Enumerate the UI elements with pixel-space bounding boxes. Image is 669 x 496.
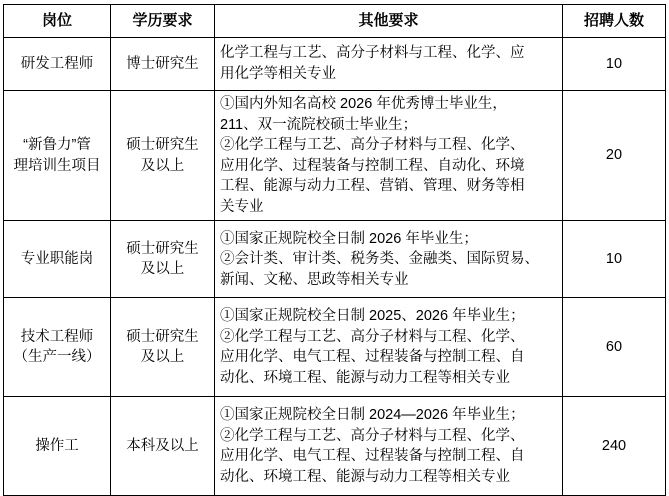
cell-position: 研发工程师 [4, 38, 111, 91]
cell-headcount: 10 [563, 38, 666, 91]
table-row [4, 397, 666, 496]
cell-education: 硕士研究生 及以上 [111, 298, 215, 397]
cell-education: 硕士研究生 及以上 [111, 91, 215, 221]
table-row [4, 221, 666, 298]
table-row [4, 38, 666, 91]
cell-headcount: 60 [563, 298, 666, 397]
column-header-position: 岗位 [4, 5, 111, 38]
cell-position: 技术工程师 （生产一线） [4, 298, 111, 397]
table-row [4, 91, 666, 221]
cell-education: 博士研究生 [111, 38, 215, 91]
cell-education: 硕士研究生 及以上 [111, 221, 215, 298]
cell-position: 专业职能岗 [4, 221, 111, 298]
cell-requirements: ①国内外知名高校 2026 年优秀博士毕业生， 211、双一流院校硕士毕业生； ②化学工程与工艺、高分子材料与工程、化学、 应用化学、过程装备与控制工程、自动化、环境 工程、能源与动力工程、营销、管理、财务等相 关专业 [215, 91, 563, 221]
cell-position: 操作工 [4, 397, 111, 496]
cell-requirements: 化学工程与工艺、高分子材料与工程、化学、应 用化学等相关专业 [215, 38, 563, 91]
cell-education: 本科及以上 [111, 397, 215, 496]
cell-headcount: 240 [563, 397, 666, 496]
recruitment-table [3, 4, 666, 496]
cell-requirements: ①国家正规院校全日制 2024—2026 年毕业生； ②化学工程与工艺、高分子材料与工程、化学、 应用化学、电气工程、过程装备与控制工程、自 动化、环境工程、能源与动力工程等相关专业 [215, 397, 563, 496]
column-header-headcount: 招聘人数 [563, 5, 666, 38]
cell-headcount: 10 [563, 221, 666, 298]
cell-requirements: ①国家正规院校全日制 2026 年毕业生； ②会计类、审计类、税务类、金融类、国际贸易、 新闻、文秘、思政等相关专业 [215, 221, 563, 298]
table-header-row [4, 5, 666, 38]
column-header-education: 学历要求 [111, 5, 215, 38]
cell-requirements: ①国家正规院校全日制 2025、2026 年毕业生； ②化学工程与工艺、高分子材料与工程、化学、 应用化学、电气工程、过程装备与控制工程、自 动化、环境工程、能源与动力工程等相关专业 [215, 298, 563, 397]
cell-position: “新鲁力”管 理培训生项目 [4, 91, 111, 221]
column-header-other-requirements: 其他要求 [215, 5, 563, 38]
cell-headcount: 20 [563, 91, 666, 221]
table-row [4, 298, 666, 397]
